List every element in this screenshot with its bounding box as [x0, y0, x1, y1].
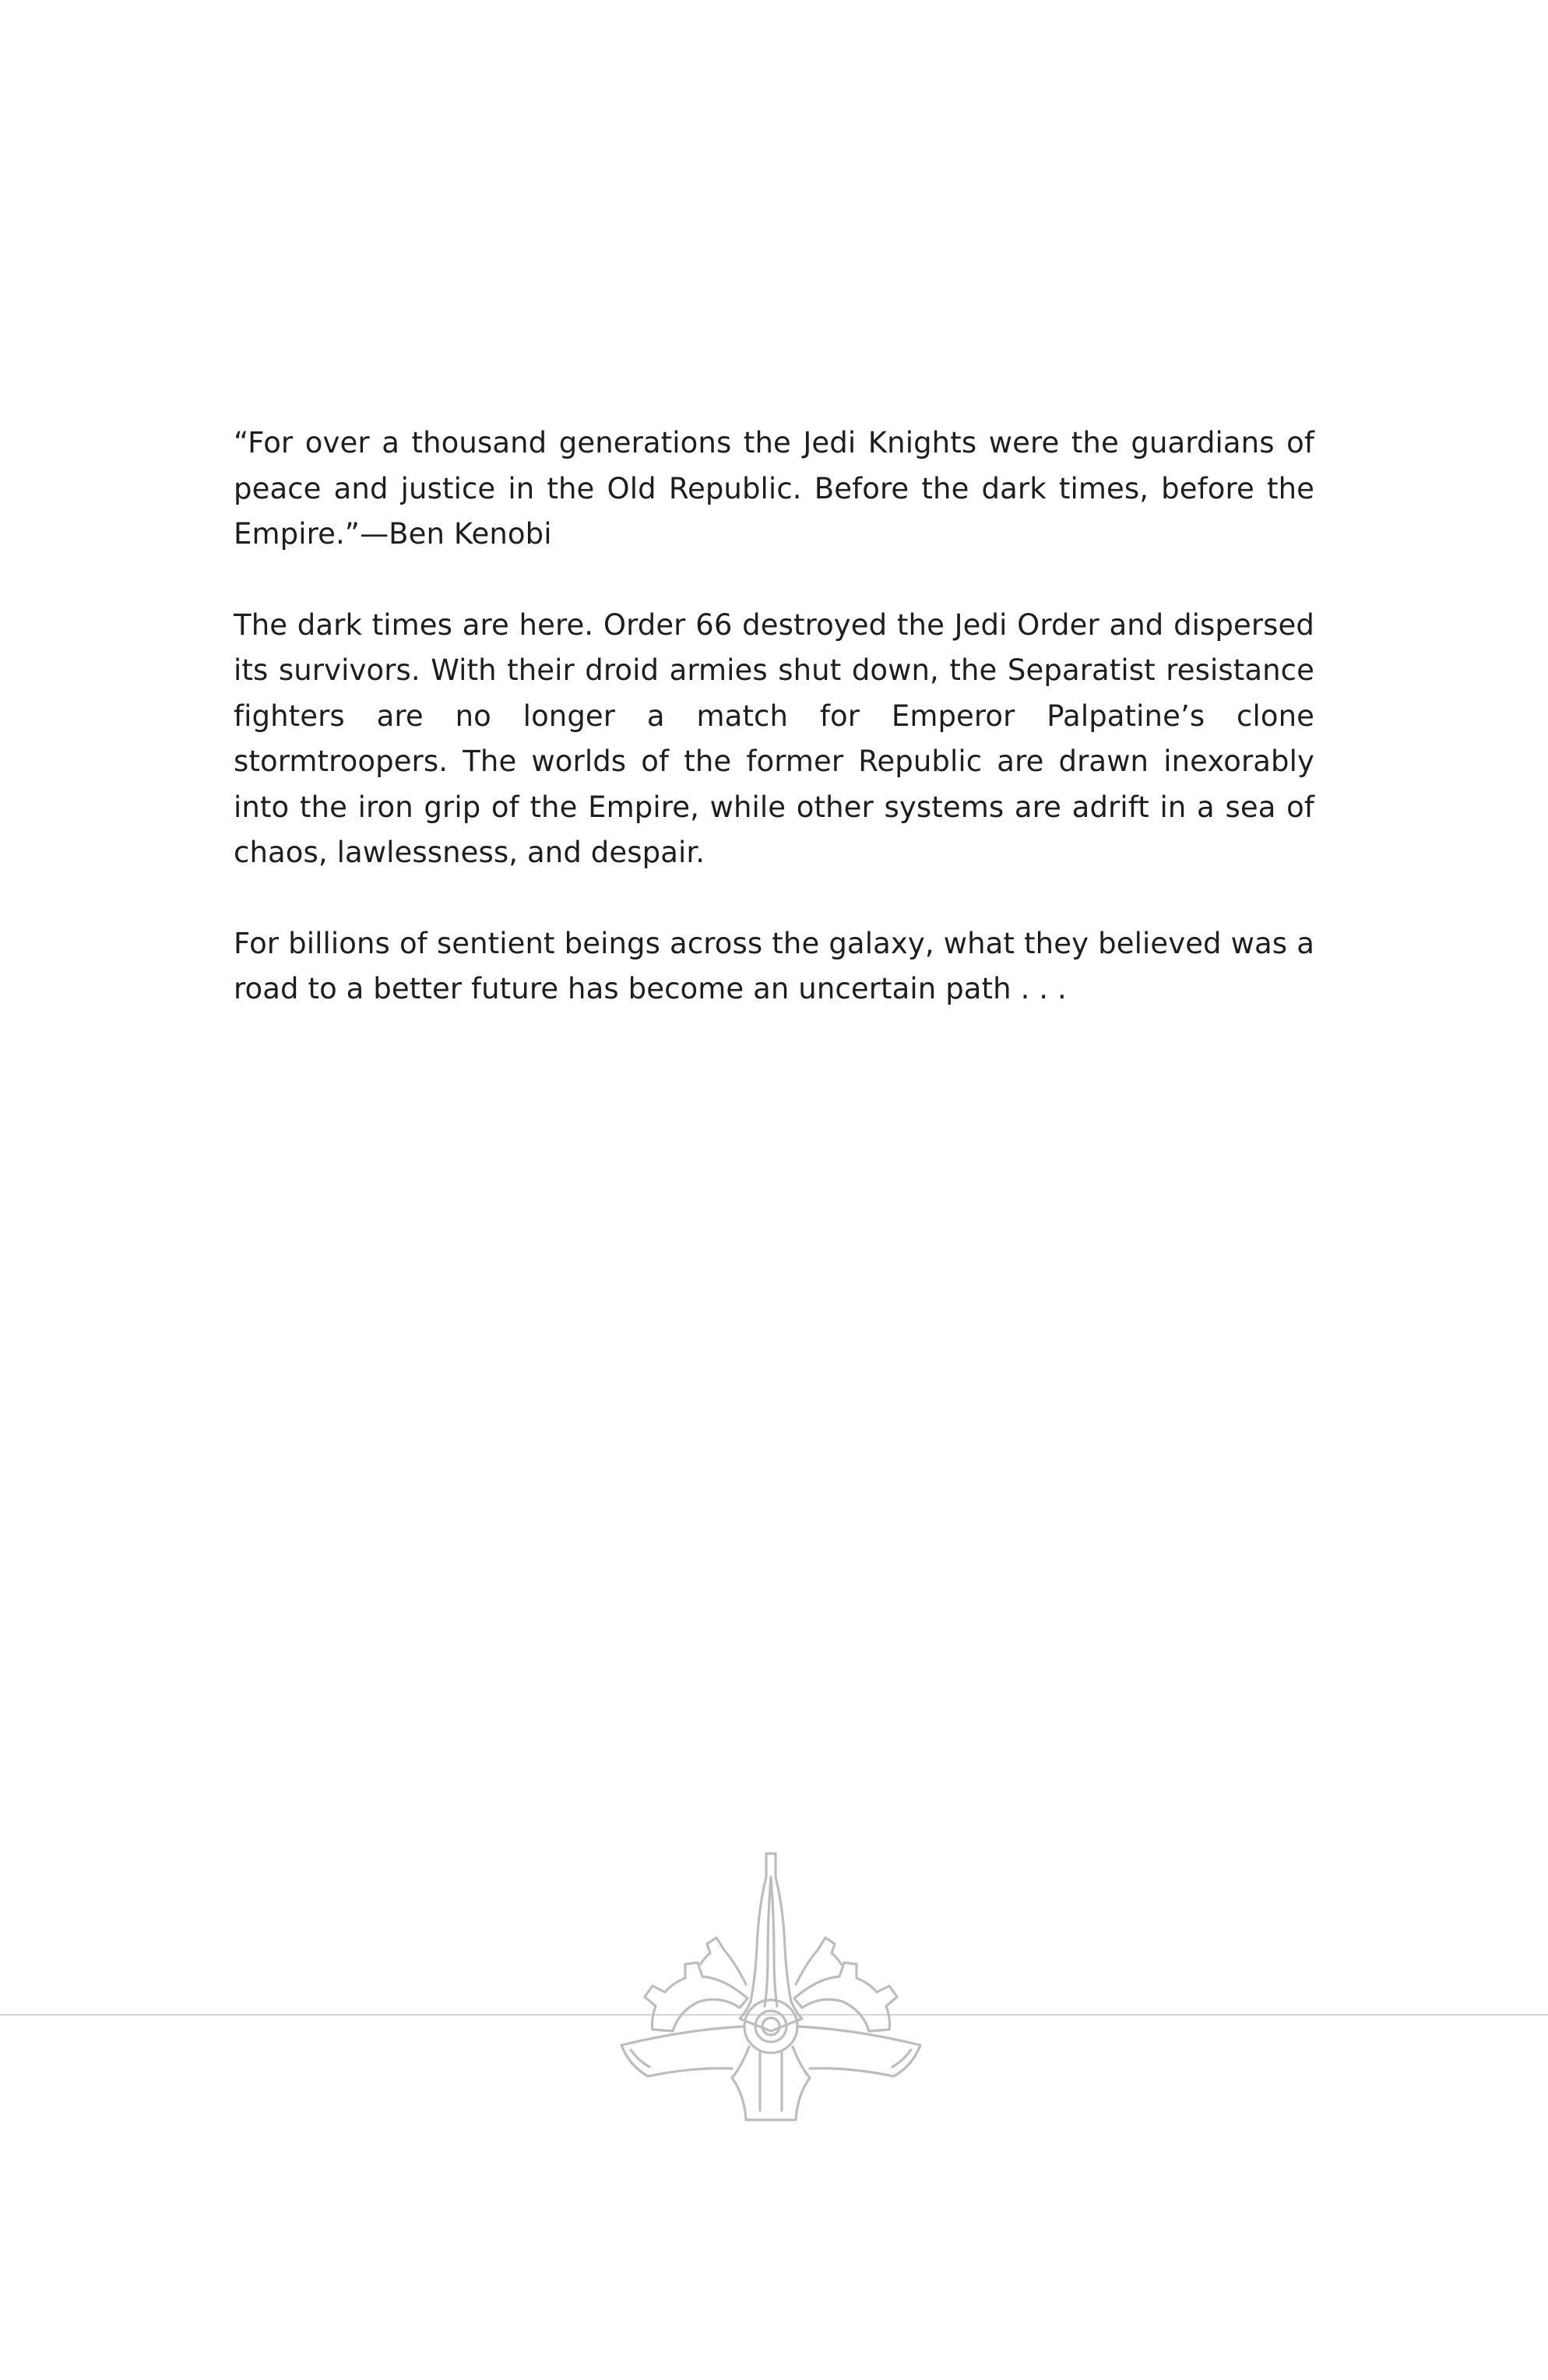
dark-times-paragraph: The dark times are here. Order 66 destroyed the Jedi Order and dispersed its survivors. With their droid armies shut down, the Separatist resistance fighters are no longer a match for Emperor Palpatine’s clone stormtroopers. The worlds of the former Republic are drawn inexorably into the iron grip of the Empire, while other systems are adrift in a sea of chaos, lawlessness, and despair. — [234, 607, 1314, 869]
uncertain-path-paragraph: For billions of sentient beings across the galaxy, what they believed was a road to a better future has become an uncertain path . . . — [234, 926, 1314, 1005]
epigraph-text-block — [234, 421, 1314, 1058]
kenobi-quote-paragraph: “For over a thousand generations the Jedi Knights were the guardians of peace and justice in the Old Republic. Before the dark times, before the Empire.”—Ben Kenobi — [234, 426, 1314, 551]
jedi-order-emblem-icon — [607, 1846, 934, 2142]
